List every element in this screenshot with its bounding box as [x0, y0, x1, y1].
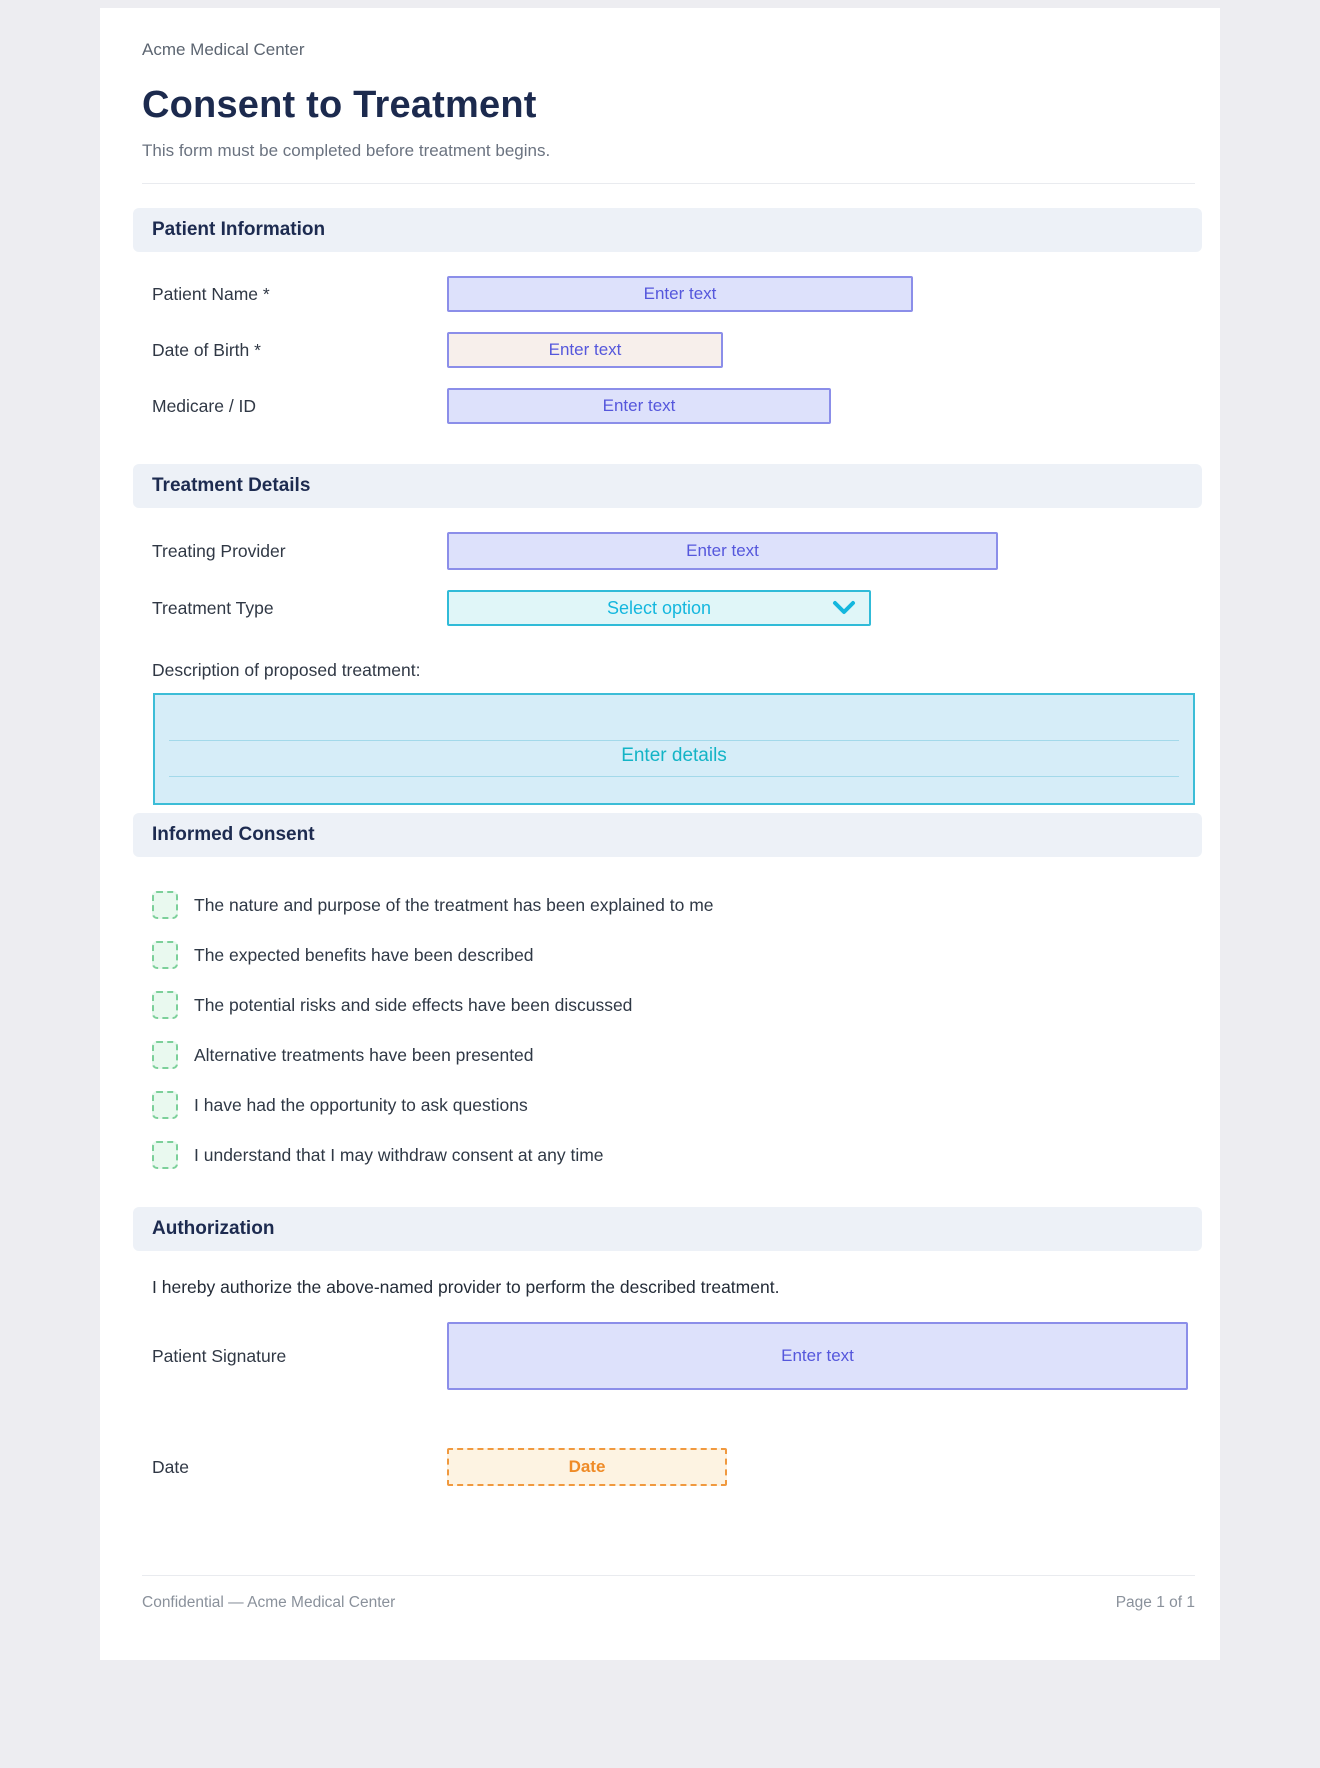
medicare-id-label: Medicare / ID [152, 395, 257, 416]
footer-page-number: Page 1 of 1 [1115, 1594, 1195, 1611]
section-title: Patient Information [152, 219, 326, 240]
org-name: Acme Medical Center [142, 40, 305, 59]
chevron-down-icon [831, 599, 857, 617]
consent-item [152, 1091, 1202, 1119]
ruled-line [169, 740, 1179, 741]
section-title: Informed Consent [152, 824, 315, 845]
treatment-type-selected-value: Select option [606, 597, 712, 618]
consent-item [152, 891, 1202, 919]
document-header [100, 8, 1220, 161]
date-of-birth-label: Date of Birth * [152, 339, 261, 360]
date-field-row [152, 1448, 1202, 1486]
section-heading-authorization [133, 1207, 1202, 1251]
ruled-line [169, 776, 1179, 777]
authorization-statement: I hereby authorize the above-named provider to perform the described treatment. [152, 1277, 780, 1297]
section-heading-informed-consent [133, 813, 1202, 857]
patient-name-label: Patient Name * [152, 283, 270, 304]
treatment-description-label: Description of proposed treatment: [152, 660, 421, 680]
medicare-id-input[interactable] [447, 388, 831, 424]
consent-checkbox-3[interactable] [152, 991, 178, 1019]
patient-name-row [152, 276, 1202, 312]
header-divider [142, 183, 1195, 184]
patient-signature-input[interactable] [447, 1322, 1188, 1390]
treatment-type-label: Treatment Type [152, 597, 274, 618]
section-heading-patient-information [133, 208, 1202, 252]
treatment-description-placeholder: Enter details [621, 745, 727, 766]
patient-name-input[interactable] [447, 276, 913, 312]
consent-checkbox-4[interactable] [152, 1041, 178, 1069]
section-title: Treatment Details [152, 475, 311, 496]
consent-item-label: I have had the opportunity to ask questions [194, 1094, 528, 1115]
consent-item [152, 991, 1202, 1019]
footer-confidential-text: Confidential — Acme Medical Center [142, 1594, 396, 1611]
page-title: Consent to Treatment [142, 84, 537, 126]
page-background [0, 8, 1320, 1768]
medicare-id-row [152, 388, 1202, 424]
page-subtitle: This form must be completed before treatment begins. [142, 141, 551, 160]
consent-item [152, 1141, 1202, 1169]
treating-provider-row [152, 532, 1202, 570]
treating-provider-input[interactable] [447, 532, 998, 570]
section-title: Authorization [152, 1218, 275, 1239]
document-card [100, 8, 1220, 1660]
consent-item-label: The expected benefits have been described [194, 944, 534, 965]
date-of-birth-input[interactable] [447, 332, 723, 368]
consent-item-label: The potential risks and side effects have been discussed [194, 994, 633, 1015]
consent-item [152, 941, 1202, 969]
treatment-description-textarea[interactable] [153, 693, 1195, 805]
consent-checkbox-5[interactable] [152, 1091, 178, 1119]
consent-checkbox-1[interactable] [152, 891, 178, 919]
date-input[interactable] [447, 1448, 727, 1486]
patient-signature-row [152, 1322, 1202, 1390]
consent-checkbox-2[interactable] [152, 941, 178, 969]
consent-item [152, 1041, 1202, 1069]
consent-item-label: The nature and purpose of the treatment has been explained to me [194, 894, 714, 915]
date-field-label: Date [152, 1456, 189, 1477]
treatment-type-select[interactable] [447, 590, 871, 626]
date-of-birth-row [152, 332, 1202, 368]
treatment-type-row [152, 590, 1202, 626]
section-heading-treatment-details [133, 464, 1202, 508]
footer-divider [142, 1575, 1195, 1576]
document-footer [100, 1553, 1220, 1660]
consent-item-label: I understand that I may withdraw consent at any time [194, 1144, 604, 1165]
patient-signature-label: Patient Signature [152, 1345, 287, 1366]
consent-checkbox-6[interactable] [152, 1141, 178, 1169]
treating-provider-label: Treating Provider [152, 540, 286, 561]
consent-item-label: Alternative treatments have been presented [194, 1044, 534, 1065]
